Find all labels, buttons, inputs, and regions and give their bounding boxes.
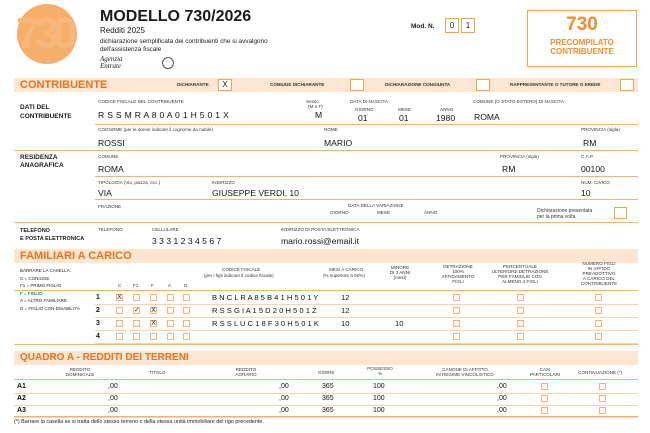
qa-poss-header: POSSESSO % xyxy=(367,366,393,376)
fam-row-checkbox[interactable] xyxy=(167,320,174,327)
coniuge-checkbox[interactable] xyxy=(350,79,364,91)
section-quadro-a: QUADRO A - REDDITI DEI TERRENI xyxy=(14,351,638,365)
qa-agr-header: REDDITO AGRARIO xyxy=(235,367,257,377)
qa-row-canone[interactable]: ,00 xyxy=(497,407,507,414)
qa-row-number: A2 xyxy=(17,395,26,402)
fam-row-checkbox[interactable] xyxy=(167,294,174,301)
qa-row-agr[interactable]: ,00 xyxy=(279,407,289,414)
congiunta-label: DICHIARAZIONE CONGIUNTA xyxy=(385,82,451,87)
mesi-header-2: (% superiore a 50%) xyxy=(323,273,365,278)
primavolta-label: Dichiarazione presentata per la prima volta xyxy=(537,208,593,220)
qa-row-poss[interactable]: 100 xyxy=(373,407,385,414)
fam-row-cf[interactable]: R S S G I A 1 5 D 2 0 H 5 0 1 Z xyxy=(212,306,317,315)
qa-row-cont-checkbox[interactable] xyxy=(599,407,606,414)
fam-row-number: 4 xyxy=(96,333,100,340)
email-label: INDIRIZZO DI POSTA ELETTRONICA xyxy=(281,227,360,232)
qa-row-agr[interactable]: ,00 xyxy=(279,383,289,390)
qa-row-giorni[interactable]: 365 xyxy=(322,407,334,414)
qa-row-cont-checkbox[interactable] xyxy=(599,395,606,402)
fam-row-mesi[interactable]: 12 xyxy=(341,306,350,315)
fam-row-detr-checkbox[interactable] xyxy=(453,333,460,340)
nome-field[interactable]: MARIO xyxy=(324,138,353,148)
comune-nascita-label: COMUNE (O STATO ESTERO) DI NASCITA xyxy=(473,99,565,104)
qa-row-poss[interactable]: 100 xyxy=(373,383,385,390)
tipologia-field[interactable]: VIA xyxy=(98,188,112,198)
detr-header: DETRAZIONE 100% AFFIDAMENTO FIGLI xyxy=(441,264,475,284)
dichiarante-checkbox[interactable]: X xyxy=(218,79,232,91)
qa-giorni-header: GIORNI xyxy=(318,370,335,375)
fam-row-number: 1 xyxy=(96,294,100,301)
fam-row-checkbox[interactable]: X xyxy=(117,294,122,301)
qa-row-agr[interactable]: ,00 xyxy=(279,395,289,402)
civico-label: NUM. CIVICO xyxy=(581,180,610,185)
tipologia-label: TIPOLOGIA (Via, piazza, ecc.) xyxy=(98,180,161,185)
qa-row-canone[interactable]: ,00 xyxy=(497,395,507,402)
qa-row-casi-checkbox[interactable] xyxy=(541,407,548,414)
qa-cont-header: CONTINUAZIONE (*) xyxy=(578,370,623,375)
qa-row-casi-checkbox[interactable] xyxy=(541,395,548,402)
giorno-label: GIORNO xyxy=(355,107,374,112)
primavolta-checkbox[interactable] xyxy=(614,207,627,219)
section-contribuente: CONTRIBUENTE xyxy=(14,78,638,92)
variazione-label: DATA DELLA VARIAZIONE xyxy=(348,203,404,208)
qa-row-number: A1 xyxy=(17,383,26,390)
qa-row-dom[interactable]: ,00 xyxy=(108,395,118,402)
agency-logo: Agenzia Entrate xyxy=(100,55,123,70)
form-desc: dichiarazione semplificata dei contribuenti che si avvalgono xyxy=(100,38,268,45)
var-anno-label: ANNO xyxy=(424,210,438,215)
nome-label: NOME xyxy=(324,127,338,132)
fam-row-detr-checkbox[interactable] xyxy=(453,307,460,314)
footnote: (*) Barrare la casella se si tratta dello stesso terreno o della stessa unità immobiliare del rigo precedente. xyxy=(14,419,264,425)
res-prov-label: PROVINCIA (sigla) xyxy=(500,154,539,159)
col-f1: F1 xyxy=(133,283,139,288)
var-mese-label: MESE xyxy=(377,210,391,215)
mod-n-box-1[interactable]: 0 xyxy=(445,18,459,33)
dichiarante-label: DICHIARANTE xyxy=(177,82,209,87)
residenza-label: RESIDENZA ANAGRAFICA xyxy=(20,154,64,169)
anno-field[interactable]: 1980 xyxy=(436,113,456,123)
fam-row-num-checkbox[interactable] xyxy=(595,320,602,327)
fam-row-checkbox[interactable] xyxy=(116,307,123,314)
qa-titolo-header: TITOLO xyxy=(149,370,166,375)
indirizzo-label: INDIRIZZO xyxy=(212,180,235,185)
mod-n-box-2[interactable]: 1 xyxy=(461,18,475,33)
fam-row-detr-checkbox[interactable] xyxy=(453,294,460,301)
fam-row-mesi[interactable]: 12 xyxy=(341,293,350,302)
coniuge-label: CONIUGE DICHIARANTE xyxy=(270,82,325,87)
qa-canone-header: CANONE DI AFFITTO IN REGIME VINCOLISTICO xyxy=(436,367,494,377)
qa-row-dom[interactable]: ,00 xyxy=(108,383,118,390)
fam-row-checkbox[interactable]: X xyxy=(151,320,156,327)
fam-row-perc-checkbox[interactable] xyxy=(517,294,524,301)
comune-nascita-field[interactable]: ROMA xyxy=(474,112,500,122)
email-field[interactable]: mario.rossi@email.it xyxy=(281,236,359,246)
perc-header: PERCENTUALE ULTERIORE DETRAZIONE PER FAMIGLIE CON ALMENO 4 FIGLI xyxy=(491,264,549,284)
form-desc-2: dell'assistenza fiscale xyxy=(100,46,162,53)
sesso-field[interactable]: M xyxy=(315,110,323,120)
rappresentante-label: RAPPRESENTANTE O TUTORE O EREDE xyxy=(510,82,601,87)
col-f: F xyxy=(151,283,154,288)
fam-row-checkbox[interactable] xyxy=(150,294,157,301)
cf-header: CODICE FISCALE xyxy=(222,267,261,272)
tel-label: TELEFONO xyxy=(98,227,123,232)
fam-row-cf[interactable]: B N C L R A 8 5 B 4 1 H 5 0 1 Y xyxy=(212,293,319,302)
cognome-field[interactable]: ROSSI xyxy=(98,138,125,148)
fam-row-mesi[interactable]: 10 xyxy=(341,319,350,328)
logo-730: 730 xyxy=(14,4,90,68)
form-title: MODELLO 730/2026 xyxy=(100,8,252,25)
fam-row-checkbox[interactable] xyxy=(133,294,140,301)
fam-row-cf[interactable]: R S S L U C 1 8 F 3 0 H 5 0 1 K xyxy=(212,319,319,328)
fam-row-perc-checkbox[interactable] xyxy=(517,333,524,340)
qa-row-giorni[interactable]: 365 xyxy=(322,383,334,390)
qa-row-casi-checkbox[interactable] xyxy=(541,383,548,390)
emblem-icon xyxy=(162,57,174,69)
fam-row-num-checkbox[interactable] xyxy=(595,294,602,301)
prov-field[interactable]: RM xyxy=(583,138,597,148)
anno-label: ANNO xyxy=(440,107,454,112)
col-a: A xyxy=(168,283,172,288)
cell-label: CELLULARE xyxy=(152,227,179,232)
fam-row-checkbox[interactable] xyxy=(150,333,157,340)
qa-row-number: A3 xyxy=(17,407,26,414)
cap-label: C.A.P. xyxy=(581,154,594,159)
fam-row-detr-checkbox[interactable] xyxy=(453,320,460,327)
civico-field[interactable]: 10 xyxy=(581,188,591,198)
fam-row-checkbox[interactable] xyxy=(183,294,190,301)
qa-row-dom[interactable]: ,00 xyxy=(108,407,118,414)
contatti-label: TELEFONO E POSTA ELETTRONICA xyxy=(20,228,85,242)
section-familiari: FAMILIARI A CARICO xyxy=(14,249,638,263)
fam-row-checkbox[interactable]: ✓ xyxy=(134,307,140,314)
qa-casi-header: CASI PARTICOLARI xyxy=(529,367,561,377)
sesso-label: Sesso xyxy=(306,99,319,104)
cell-field[interactable]: 3 3 3 1 2 3 4 5 6 7 xyxy=(152,236,222,246)
fam-row-checkbox[interactable] xyxy=(133,333,140,340)
fam-row-perc-checkbox[interactable] xyxy=(517,307,524,314)
fam-row-checkbox[interactable] xyxy=(116,333,123,340)
fam-row-checkbox[interactable] xyxy=(183,333,190,340)
sesso-hint: (M o F) xyxy=(308,104,323,109)
precompilato-badge: 730 PRECOMPILATO CONTRIBUENTE xyxy=(527,10,637,67)
res-prov-field[interactable]: RM xyxy=(502,164,516,174)
rappresentante-checkbox[interactable] xyxy=(620,79,634,91)
qa-row-cont-checkbox[interactable] xyxy=(599,383,606,390)
fam-row-number: 2 xyxy=(96,307,100,314)
numfigli-header: NUMERO FIGLI IN AFFIDO PREADOTTIVO A CARICO DEL CONTRIBUENTE xyxy=(580,261,618,286)
fam-row-checkbox[interactable] xyxy=(183,320,190,327)
fam-row-num-checkbox[interactable] xyxy=(595,307,602,314)
qa-row-canone[interactable]: ,00 xyxy=(497,383,507,390)
fam-row-checkbox[interactable] xyxy=(167,333,174,340)
qa-row-giorni[interactable]: 365 xyxy=(322,395,334,402)
congiunta-checkbox[interactable] xyxy=(476,79,490,91)
fam-row-checkbox[interactable]: X xyxy=(151,307,156,314)
fam-row-num-checkbox[interactable] xyxy=(595,333,602,340)
fam-row-checkbox[interactable] xyxy=(133,320,140,327)
prov-label: PROVINCIA (sigla) xyxy=(581,127,620,132)
mesi-header: MESI A CARICO xyxy=(329,267,364,272)
fam-row-minore[interactable]: 10 xyxy=(395,319,404,328)
nascita-label: DATA DI NASCITA xyxy=(350,99,389,104)
comune-label: COMUNE xyxy=(98,154,119,159)
giorno-field[interactable]: 01 xyxy=(358,113,368,123)
familiari-legend: BARRARE LA CASELLA: C = CONIUGE F1 = PRIMO FIGLIO F = FIGLIO A = ALTRO FAMILIARE D = FIGLIO CON DISABILITÀ xyxy=(20,268,80,311)
fam-row-number: 3 xyxy=(96,320,100,327)
form-subtitle: Redditi 2025 xyxy=(100,26,145,35)
cap-field[interactable]: 00100 xyxy=(581,164,605,174)
cf-field[interactable]: R S S M R A 8 0 A 0 1 H 5 0 1 X xyxy=(98,110,230,120)
mese-field[interactable]: 01 xyxy=(399,113,409,123)
indirizzo-field[interactable]: GIUSEPPE VERDI, 10 xyxy=(212,188,299,198)
fam-row-checkbox[interactable] xyxy=(167,307,174,314)
qa-row-poss[interactable]: 100 xyxy=(373,395,385,402)
cognome-label: COGNOME (per le donne indicare il cognome da nubile) xyxy=(98,127,213,132)
cf-header-2: (per i figli indicare il codice fiscale) xyxy=(204,273,274,278)
qa-dom-header: REDDITO DOMINICALE xyxy=(65,367,95,377)
mod-n-label: Mod. N. xyxy=(411,23,435,30)
comune-field[interactable]: ROMA xyxy=(98,164,124,174)
dati-label: DATI DEL CONTRIBUENTE xyxy=(20,104,72,120)
col-c: C xyxy=(118,283,122,288)
col-d: D xyxy=(184,283,188,288)
cf-label: CODICE FISCALE DEL CONTRIBUENTE xyxy=(98,99,184,104)
minore-header: MINORE DI 3 ANNI (mesi) xyxy=(389,265,411,280)
fam-row-checkbox[interactable] xyxy=(183,307,190,314)
fam-row-perc-checkbox[interactable] xyxy=(517,320,524,327)
var-giorno-label: GIORNO xyxy=(330,210,349,215)
fam-row-checkbox[interactable] xyxy=(116,320,123,327)
frazione-label: FRAZIONE xyxy=(98,204,122,209)
mese-label: MESE xyxy=(398,107,412,112)
